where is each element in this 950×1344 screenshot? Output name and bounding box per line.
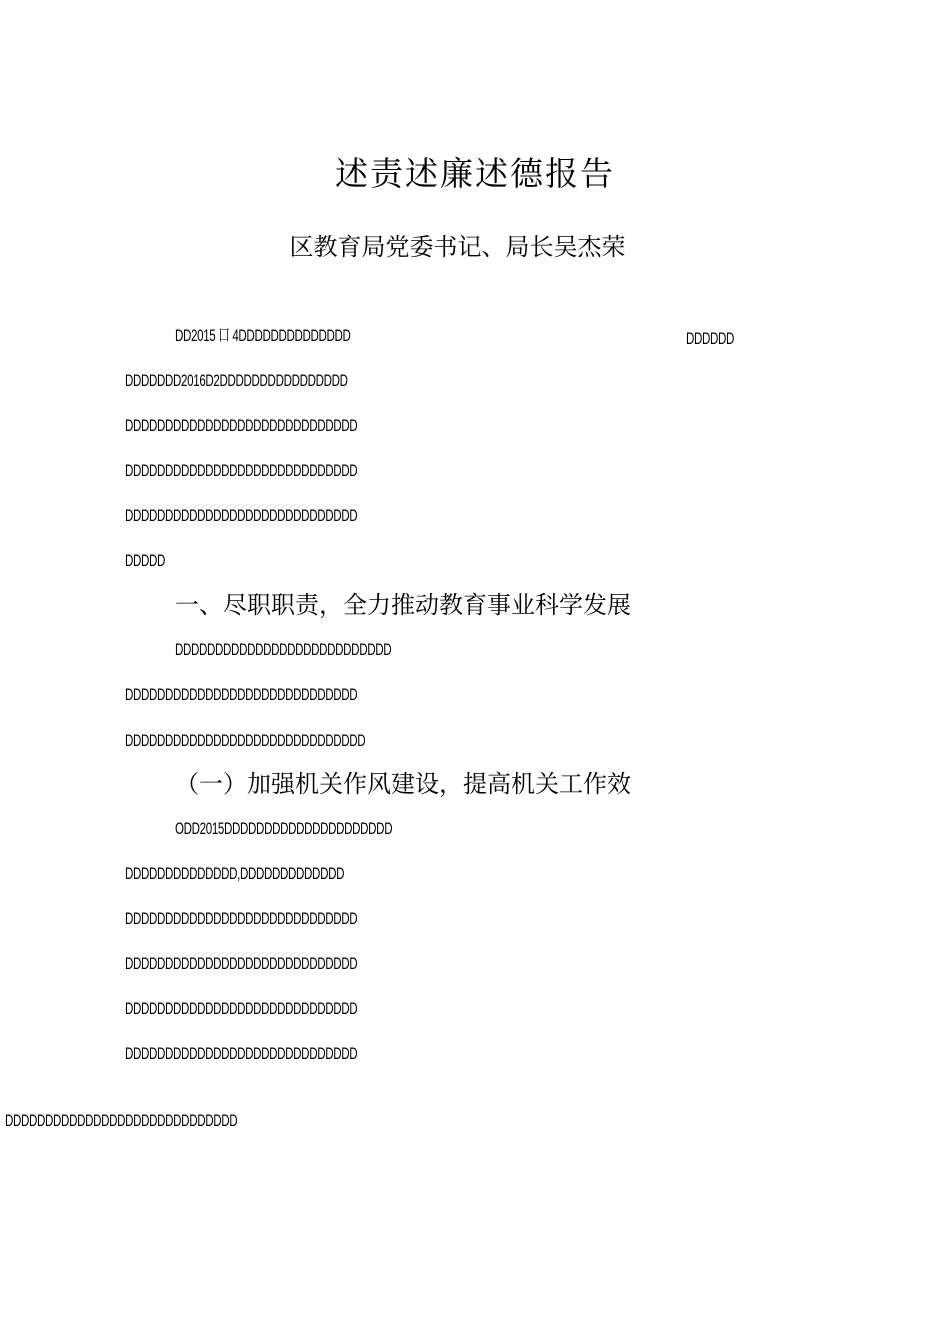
paragraph-line: DDDDDDDDDDDDDDDDDDDDDDDDDDDDD — [125, 416, 358, 435]
paragraph-line: DDDDDDDDDDDDDDDDDDDDDDDDDDDDD — [125, 999, 358, 1018]
paragraph-line: DDDDDDDDDDDDDDDDDDDDDDDDDDDDD — [125, 909, 358, 928]
subsection-heading: （一）加强机关作风建设，提高机关工作效 — [175, 770, 631, 798]
section-heading: 一、尽职职责，全力推动教育事业科学发展 — [175, 591, 631, 619]
paragraph-line: DDDDDDDDDDDDDDDDDDDDDDDDDDDDDD — [125, 731, 366, 750]
paragraph-line: DD2015 口 4DDDDDDDDDDDDDD — [175, 326, 351, 345]
paragraph-line: DDDDDDDDDDDDDDDDDDDDDDDDDDDDD — [125, 1044, 358, 1063]
paragraph-line: DDDDDDDDDDDDDD,DDDDDDDDDDDDD — [125, 864, 345, 883]
paragraph-line: DDDDDDDDDDDDDDDDDDDDDDDDDDD — [175, 640, 392, 659]
paragraph-line: DDDDDDDDDDDDDDDDDDDDDDDDDDDDD — [125, 506, 358, 525]
document-subtitle: 区教育局党委书记、局长吴杰荣 — [289, 233, 626, 261]
paragraph-line: DDDDDDDDDDDDDDDDDDDDDDDDDDDDD — [125, 461, 358, 480]
paragraph-line: DDDDDD — [686, 329, 735, 348]
paragraph-line: DDDDD — [125, 551, 166, 570]
paragraph-line: DDDDDDD2016D2DDDDDDDDDDDDDDDD — [125, 371, 348, 390]
paragraph-line: DDDDDDDDDDDDDDDDDDDDDDDDDDDDD — [125, 685, 358, 704]
paragraph-line: DDDDDDDDDDDDDDDDDDDDDDDDDDDDD — [5, 1111, 238, 1130]
paragraph-line: DDDDDDDDDDDDDDDDDDDDDDDDDDDDD — [125, 954, 358, 973]
paragraph-line: ODD2015DDDDDDDDDDDDDDDDDDDDD — [175, 819, 393, 838]
document-title: 述责述廉述德报告 — [335, 154, 615, 193]
